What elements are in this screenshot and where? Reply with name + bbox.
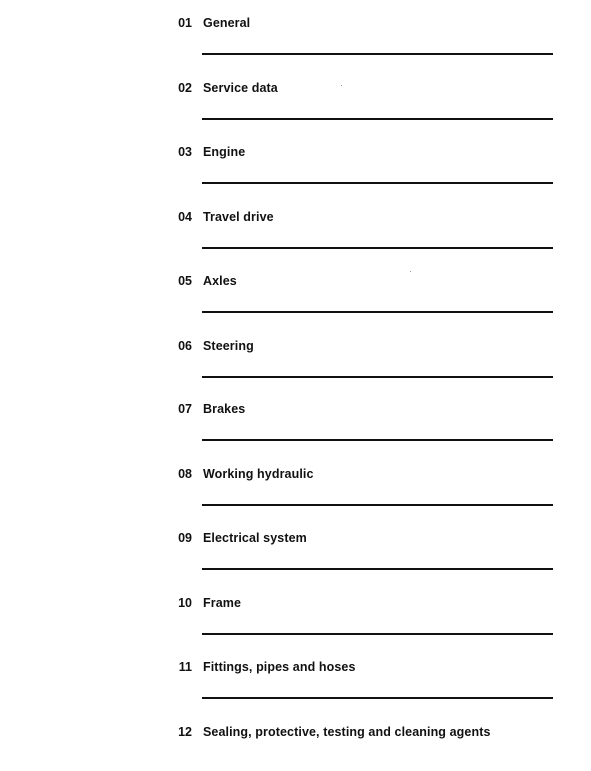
toc-entry-steering[interactable] [0, 336, 591, 356]
section-divider [202, 118, 553, 120]
section-title[interactable]: Steering [203, 339, 254, 353]
scan-speck [410, 271, 411, 272]
toc-entry-general[interactable] [0, 13, 591, 33]
section-number: 07 [178, 402, 192, 416]
scan-speck [341, 85, 342, 86]
toc-entry-sealing-agents[interactable] [0, 722, 591, 742]
section-divider [202, 504, 553, 506]
section-number: 12 [178, 725, 192, 739]
section-number: 10 [178, 596, 192, 610]
section-title[interactable]: Sealing, protective, testing and cleaning agents [203, 725, 491, 739]
section-number: 02 [178, 81, 192, 95]
section-number: 09 [178, 531, 192, 545]
section-title[interactable]: Axles [203, 274, 237, 288]
toc-entry-fittings-pipes-hoses[interactable] [0, 657, 591, 677]
toc-entry-frame[interactable] [0, 593, 591, 613]
section-title[interactable]: Engine [203, 145, 246, 159]
section-title[interactable]: General [203, 16, 251, 30]
toc-entry-axles[interactable] [0, 271, 591, 291]
section-title[interactable]: Working hydraulic [203, 467, 314, 481]
section-number: 01 [178, 16, 192, 30]
section-divider [202, 633, 553, 635]
section-divider [202, 376, 553, 378]
section-number: 06 [178, 339, 192, 353]
section-title[interactable]: Brakes [203, 402, 246, 416]
section-title[interactable]: Travel drive [203, 210, 274, 224]
toc-entry-brakes[interactable] [0, 399, 591, 419]
section-title[interactable]: Electrical system [203, 531, 307, 545]
section-divider [202, 697, 553, 699]
section-divider [202, 311, 553, 313]
section-divider [202, 182, 553, 184]
section-number: 04 [178, 210, 192, 224]
toc-entry-engine[interactable] [0, 142, 591, 162]
section-number: 08 [178, 467, 192, 481]
section-divider [202, 247, 553, 249]
toc-entry-working-hydraulic[interactable] [0, 464, 591, 484]
section-number: 03 [178, 145, 192, 159]
section-title[interactable]: Frame [203, 596, 242, 610]
section-number: 05 [178, 274, 192, 288]
section-divider [202, 53, 553, 55]
toc-entry-travel-drive[interactable] [0, 207, 591, 227]
toc-entry-electrical-system[interactable] [0, 528, 591, 548]
section-divider [202, 439, 553, 441]
section-divider [202, 568, 553, 570]
section-title[interactable]: Fittings, pipes and hoses [203, 660, 356, 674]
toc-entry-service-data[interactable] [0, 78, 591, 98]
section-title[interactable]: Service data [203, 81, 278, 95]
section-number: 11 [178, 660, 192, 674]
